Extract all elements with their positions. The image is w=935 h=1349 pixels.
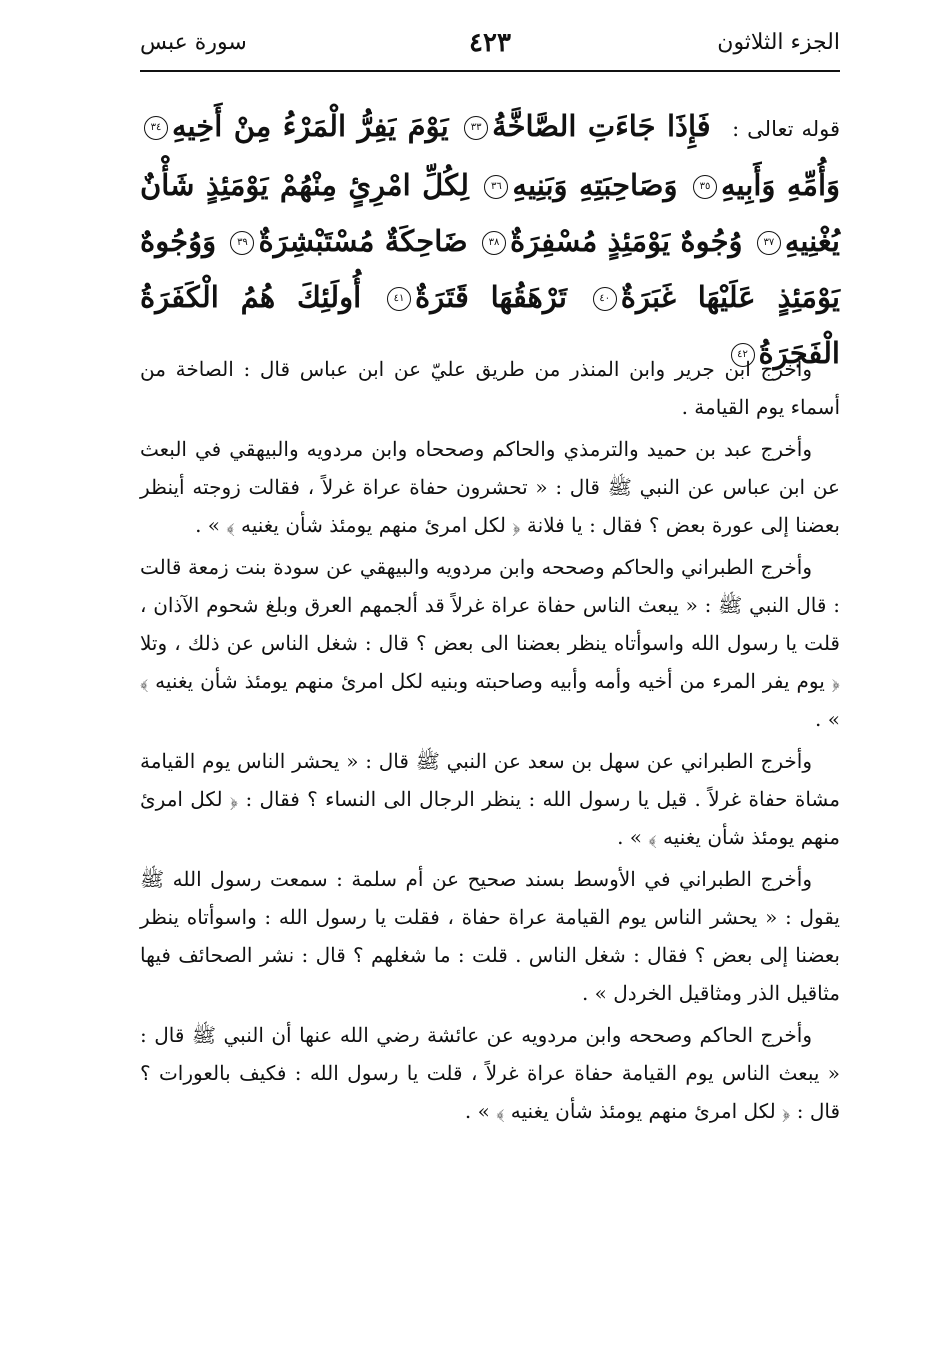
verse-text: فَإِذَا جَاءَتِ الصَّاخَّةُ — [492, 109, 711, 143]
verse-text: ضَاحِكَةٌ مُسْتَبْشِرَةٌ — [258, 224, 468, 258]
verse-number-marker: ٣٧ — [757, 231, 781, 255]
verse-number-marker: ٤٠ — [593, 287, 617, 311]
paragraph: وأخرج الطبراني والحاكم وصححه وابن مردويه والبيهقي عن سودة بنت زمعة قالت : قال النبي ﷺ : « يبعث الناس حفاة عراة غرلاً قد ألجمهم العرق وبلغ شحوم الآذان ، قلت يا رسول الله واسوأتاه ينظر بعضنا الى بعض ؟ قال : شغل الناس عن ذلك ، وتلا ﴿ يوم يفر المرء من أخيه وأمه وأبيه وصاحبته وبنيه لكل امرئ منهم يومئذ شأن يغنيه ﴾ » . — [140, 555, 840, 731]
verse-text: يَوْمَ يَفِرُّ الْمَرْءُ مِنْ أَخِيهِ — [172, 109, 449, 143]
quran-verses-block — [140, 98, 840, 381]
verse-number-marker: ٤٢ — [731, 343, 755, 367]
verse-text: أُولَئِكَ هُمُ الْكَفَرَةُ الْفَجَرَةُ — [140, 280, 840, 370]
paragraph: وأخرج الحاكم وصححه وابن مردويه عن عائشة رضي الله عنها أن النبي ﷺ قال : « يبعث الناس يوم القيامة حفاة عراة غرلاً ، قلت يا رسول الله : فكيف بالعورات ؟ قال : ﴿ لكل امرئ منهم يومئذ شأن يغنيه ﴾ » . — [140, 1023, 840, 1123]
verse-text: لِكُلِّ امْرِئٍ مِنْهُمْ يَوْمَئِذٍ شَأْنٌ يُغْنِيهِ — [140, 168, 840, 258]
verse-number-marker: ٣٨ — [482, 231, 506, 255]
verse-text: وَصَاحِبَتِهِ وَبَنِيهِ — [512, 168, 678, 202]
paragraph: وأخرج الطبراني في الأوسط بسند صحيح عن أم سلمة : سمعت رسول الله ﷺ يقول : « يحشر الناس يوم القيامة عراة حفاة ، فقلت يا رسول الله : واسوأتاه ينظر بعضنا إلى بعض ؟ فقال : شغل الناس . قلت : ما شغلهم ؟ قال : نشر الصحائف فيها مثاقيل الذر ومثاقيل الخردل » . — [140, 867, 840, 1005]
verse-text: وَوُجُوهٌ يَوْمَئِذٍ عَلَيْهَا غَبَرَةٌ — [140, 224, 840, 314]
paragraph: وأخرج عبد بن حميد والترمذي والحاكم وصححاه وابن مردويه والبيهقي في البعث عن ابن عباس عن النبي ﷺ قال : « تحشرون حفاة عراة غرلاً ، فقالت زوجته أينظر بعضنا إلى عورة بعض ؟ فقال : يا فلانة ﴿ لكل امرئ منهم يومئذ شأن يغنيه ﴾ » . — [140, 437, 840, 537]
header-rule — [140, 70, 840, 72]
paragraph: وأخرج ابن جرير وابن المنذر من طريق عليّ عن ابن عباس قال : الصاخة من أسماء يوم القيامة . — [140, 357, 840, 419]
verse-number-marker: ٣٣ — [464, 116, 488, 140]
verse-number-marker: ٣٩ — [230, 231, 254, 255]
paragraph: وأخرج الطبراني عن سهل بن سعد عن النبي ﷺ قال : « يحشر الناس يوم القيامة مشاة حفاة غرلاً . قيل يا رسول الله : ينظر الرجال الى النساء ؟ فقال : ﴿ لكل امرئ منهم يومئذ شأن يغنيه ﴾ » . — [140, 749, 840, 849]
verse-text: وُجُوهٌ يَوْمَئِذٍ مُسْفِرَةٌ — [509, 224, 743, 258]
juz-label: الجزء الثلاثون — [717, 30, 840, 55]
quran-intro: قوله تعالى : — [732, 117, 840, 141]
page-header — [140, 28, 840, 68]
page-number: ٤٢٣ — [469, 28, 511, 58]
verse-text: وَأُمِّهِ وَأَبِيهِ — [720, 168, 840, 202]
commentary-body — [140, 350, 840, 1134]
surah-label: سورة عبس — [140, 30, 247, 55]
verse-number-marker: ٣٥ — [693, 175, 717, 199]
verse-number-marker: ٣٦ — [484, 175, 508, 199]
verse-number-marker: ٣٤ — [144, 116, 168, 140]
verse-text: تَرْهَقُهَا قَتَرَةٌ — [415, 280, 567, 314]
verse-number-marker: ٤١ — [387, 287, 411, 311]
